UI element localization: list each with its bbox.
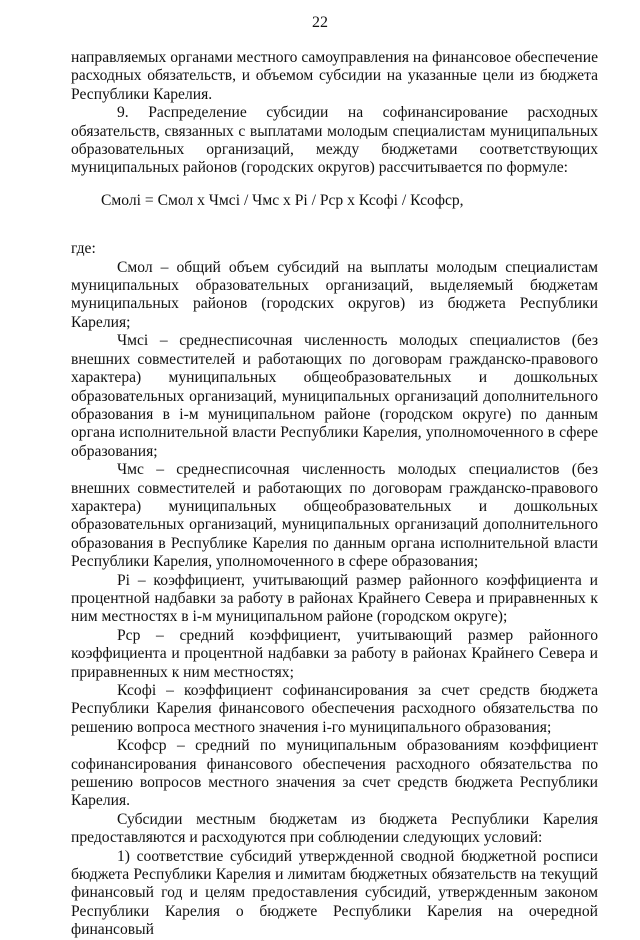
- paragraph-conditions: Субсидии местным бюджетам из бюджета Республики Карелия предоставляются и расходуются при соблюдении следующих условий:: [71, 810, 598, 847]
- definition-rsr: Рср – средний коэффициент, учитывающий размер районного коэффициента и процентной надбавки за работу в районах Крайнего Севера и приравненных к ним местностях;: [71, 626, 598, 681]
- definition-chmsi: Чмсі – среднесписочная численность молодых специалистов (без внешних совместителей и работающих по договорам гражданско-правового характера) муниципальных общеобразовательных и дошкольных образовательных организаций, муниципальных организаций дополнительного образования в і-м муниципальном районе (городском округе) по данным органа исполнительной власти Республики Карелия, уполномоченного в сфере образования;: [71, 332, 598, 460]
- definition-ksofsr: Ксофср – средний по муниципальным образованиям коэффициент софинансирования финансового обеспечения расходного обязательства по решению вопросов местного значения за счет средств бюджета Республики Карелия.: [71, 737, 598, 810]
- definition-ksofi: Ксофі – коэффициент софинансирования за счет средств бюджета Республики Карелия финансового обеспечения расходного обязательства по решению вопроса местного значения і-го муниципального образования;: [71, 682, 598, 736]
- formula: Смолі = Смол х Чмсі / Чмс х Рі / Рср х Ксофі / Ксофср,: [101, 191, 464, 209]
- definition-ri: Рі – коэффициент, учитывающий размер районного коэффициента и процентной надбавки за работу в районах Крайнего Севера и приравненных к ним местностях в і-м муниципальном районе (городском округе);: [71, 571, 598, 626]
- paragraph-continuation: направляемых органами местного самоуправления на финансовое обеспечение расходных обязательств, и объемом субсидии на указанные цели из бюджета Республики Карелия.: [71, 49, 598, 103]
- condition-item-1: 1) соответствие субсидий утвержденной сводной бюджетной росписи бюджета Республики Карелия и лимитам бюджетных обязательств на текущий финансовый год и целям предоставления субсидий, утвержденным законом Республики Карелия о бюджете Республики Карелия на очередной финансовый: [71, 847, 598, 939]
- definition-smol: Смол – общий объем субсидий на выплаты молодым специалистам муниципальных образовательных организаций, выделяемый бюджетам муниципальных районов (городских округов) из бюджета Республики Карелия;: [71, 258, 598, 331]
- definition-chms: Чмс – среднесписочная численность молодых специалистов (без внешних совместителей и работающих по договорам гражданско-правового характера) муниципальных общеобразовательных и дошкольных образовательных организаций, муниципальных организаций дополнительного образования в Республике Карелия по данным органа исполнительной власти Республики Карелия, уполномоченного в сфере образования;: [71, 461, 598, 571]
- where-label: где:: [71, 240, 96, 258]
- paragraph-item-9: 9. Распределение субсидии на софинансирование расходных обязательств, связанных с выплатами молодым специалистам муниципальных образовательных организаций, между бюджетами соответствующих муниципальных районов (городских округов) рассчитывается по формуле:: [71, 104, 598, 177]
- document-body: [71, 49, 598, 940]
- page-number: 22: [312, 14, 328, 31]
